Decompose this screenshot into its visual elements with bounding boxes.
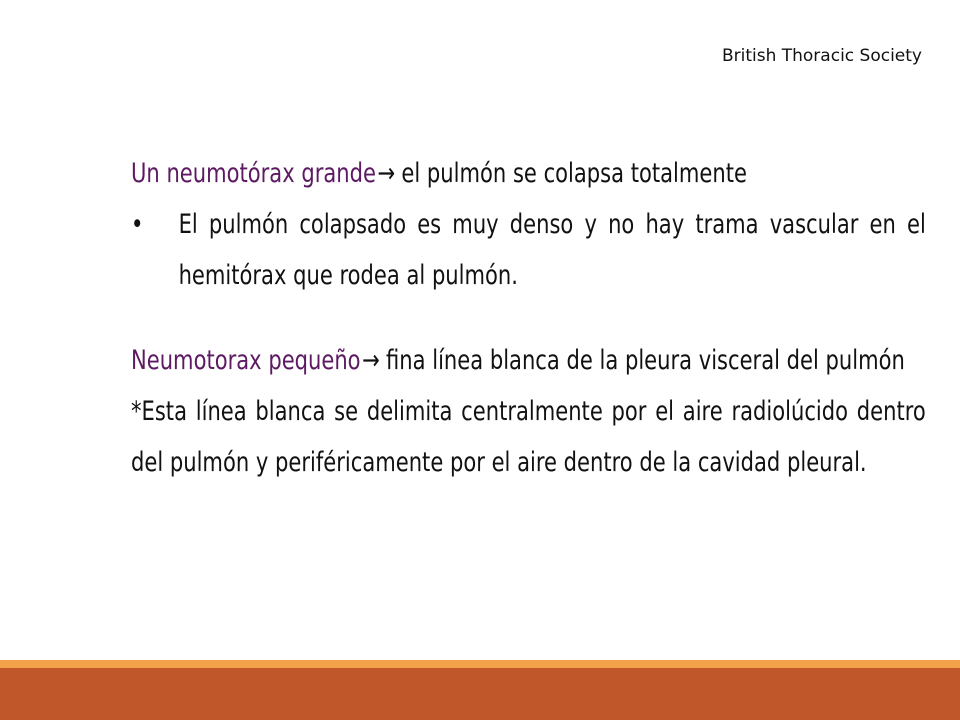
large-pneumothorax-heading: Un neumotórax grande <box>131 158 376 189</box>
arrow-right-icon: → <box>377 158 396 189</box>
bullet-text: El pulmón colapsado es muy denso y no hay trama vascular en el hemitórax que rodea al pulmón. <box>178 209 926 291</box>
small-pneumothorax-description: fina línea blanca de la pleura visceral del pulmón <box>386 345 905 376</box>
bullet-icon: • <box>131 209 144 240</box>
arrow-right-icon: → <box>362 345 380 376</box>
footer-bar <box>0 668 960 720</box>
large-pneumothorax-line <box>131 148 926 199</box>
paragraph-spacer <box>131 301 926 335</box>
source-citation: British Thoracic Society <box>721 46 922 66</box>
white-line-note: *Esta línea blanca se delimita centralmente por el aire radiolúcido dentro del pulmón y periféricamente por el aire dentro de la cavidad pleural. <box>131 396 926 478</box>
large-pneumothorax-description: el pulmón se colapsa totalmente <box>401 158 747 189</box>
slide-body <box>131 148 926 488</box>
small-pneumothorax-paragraph <box>131 335 926 386</box>
bullet-item <box>131 199 926 301</box>
small-pneumothorax-heading: Neumotorax pequeño <box>131 345 361 376</box>
footer-accent-stripe <box>0 660 960 668</box>
